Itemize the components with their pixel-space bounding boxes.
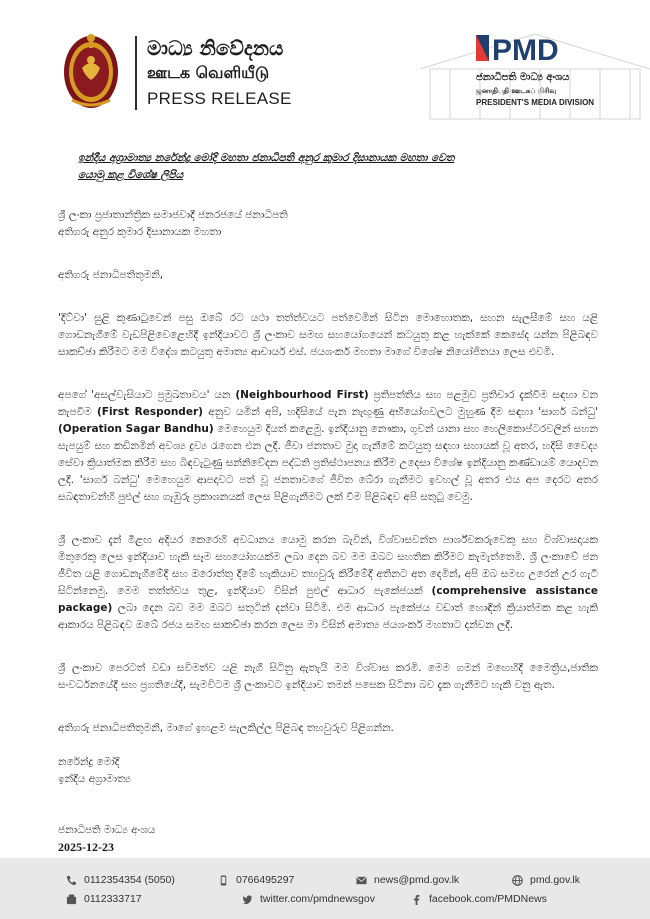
issuer-name: ජනාධිපති මාධ්‍ය අංශය (58, 824, 156, 836)
neighbourhood-first-term: (Neighbourhood First) (235, 389, 369, 401)
letter-heading-line-1: ඉන්දීය අග්‍රාමාත්‍ය නරේන්ද්‍ර මෝදි මහතා ජනාධිපති අනුර කුමාර දිසානායක මහතා වෙත (78, 152, 455, 164)
footer-email (356, 874, 459, 886)
recipient-address (58, 207, 598, 241)
twitter-text[interactable]: twitter.com/pmdnewsgov (260, 893, 375, 905)
facebook-icon (411, 894, 422, 905)
salutation: අතිගරු ජනාධිපතිතුමනි, (58, 269, 164, 281)
issuer-block (58, 822, 598, 856)
paragraph-2-text-e: අනුව යමින් අපි, හදිසියේ පැන නැඟුණු අභියෝගවලට මුහුණ දීම සඳහා 'සාගර් බන්ධු' (202, 406, 598, 418)
paragraph-3-text-c: ලබා දෙන බව මම ඔබට සතුටින් දන්වා සිටිමි. එම ආධාර පැකේජය වඩාත් හොඳින් ක්‍රියාත්මක කළ හැකි ආකාරය පිළිබඳව ඔබේ රජය සමඟ සාකච්ඡා කරන ලෙස මා විසින් අමාත්‍ය ජයශංකර් මහතාට දන්වන ලදී. (58, 602, 598, 631)
operation-sagar-bandhu-term: (Operation Sagar Bandhu) (58, 423, 214, 435)
signature-title: ඉන්දීය අග්‍රාමාත්‍ය (58, 773, 131, 785)
sri-lanka-emblem-icon (62, 30, 120, 110)
letter-body (58, 150, 598, 856)
footer-phone-2 (66, 893, 142, 905)
footer-twitter (242, 893, 375, 905)
paragraph-2-text-g: මෙහෙයුම දියත් කළෙමු. ඉන්දියානු නෞකා, ගුවන් යානා සහ හෙලිකොප්ටරවලින් සහන සැපයුම් සහ කඩිනමින් අවශ්‍ය ද්‍රව්‍ය රැගෙන එන ලදී. ජීවා ජනතාව මුදා ගැනීමේ කටයුතු සඳහා සහායක් වූ අතර, හදිසි වෛද්‍ය සේවා ක්‍රියාත්මක කිරීම සහ බිඳවැටුණු සන්නිවේදන පද්ධති ප්‍රතිස්ථාපනය කිරීම උදෙසා විශේෂ ඉන්දියානු කණ්ඩායම් යොදවන ලදී. 'සාගර් බන්ධු' මෙහෙයුම ආපදාවට පත් වූ ජනතාවගේ ජීවිත බේරා ගැනීමට ඉවහල් වූ අතර එය අප දෙරට අතර සබඳතාවන්හි පුළුල් සහ ගැඹුරු ප්‍රකාශනයක් ලෙස පිළිගැනීමට ලක් වීම පිළිබඳව අපි සතුටු වෙමු. (58, 423, 598, 503)
paragraph-4: ශ්‍රී ලංකාව පෙරටත් වඩා සවිමත්ව යළි නැගී සිටිනු ඇතැයි මම විශ්වාස කරමි. මෙම ගමන් මඟෙහිදී මෛත්‍රිය,ජාතික සංවර්ධනයේදී සහ ප්‍රගතියේදී, සැමවිටම ශ්‍රී ලංකාවට ඉන්දියාව තමන් පසෙක සිටිනා බව දැක ගැනීමට හැකි වනු ඇත. (58, 662, 598, 691)
footer-phone-1 (66, 874, 175, 886)
signature-name: නරේන්ද්‍ර මෝදි (58, 756, 120, 768)
address-line-1: ශ්‍රී ලංකා ප්‍රජාතාන්ත්‍රික සමාජවාදී ජනරජයේ ජනාධිපති (58, 209, 288, 221)
pmd-name-ta: ஜனாதிபதி ஊடகப் பிரிவு (476, 87, 557, 95)
letter-heading (78, 150, 598, 184)
first-responder-term: (First Responder) (96, 406, 203, 418)
closing-line: අතිගරු ජනාධිපතිතුමනි, මාගේ ඉහළම සැලකිල්ල පිළිබඳ තහවුරුව පිළිගන්න. (58, 722, 394, 734)
paragraph-2-text-c: ප්‍රතිපත්තිය සහ පළමුව ප්‍රතිචාර දැක්වීම සඳහා වන කැපවීම (58, 389, 598, 418)
press-release-title-en: PRESS RELEASE (147, 89, 292, 108)
mobile-text[interactable]: 0766495297 (236, 874, 295, 886)
email-text[interactable]: news@pmd.gov.lk (374, 874, 460, 886)
press-release-title-ta: ஊடக வெளியீடு (147, 63, 270, 82)
paragraph-3 (58, 532, 598, 634)
header-divider (135, 36, 137, 110)
phone-icon (66, 894, 77, 905)
pmd-name-en: PRESIDENT'S MEDIA DIVISION (476, 98, 595, 107)
paragraph-1: 'දිට්වා' සුළි කුණාටුවෙන් පසු ඔබේ රට යථා තත්ත්වයට පත්වෙමින් සිටින මොහොතක, සහන සැලසීමේ සහ යළි ගොඩනැගීමේ වැඩපිළිවෙළෙහිදී ඉන්දියාවට ශ්‍රී ලංකාව සමඟ සහයෝගයෙන් කටයුතු කළ හැක්කේ කෙසේද යන්න පිළිබඳව සාකච්ඡා කිරීමට මම විදේශ කටයුතු අමාත්‍ය ආචාර්ය එස්. ජයශංකර් මහතා මාගේ විශේෂ නියෝජිතයා ලෙස එවමි. (58, 312, 598, 358)
mobile-icon (218, 875, 229, 886)
press-release-title-si: මාධ්‍ය නිවේදනය (147, 36, 284, 60)
facebook-text[interactable]: facebook.com/PMDNews (429, 893, 547, 905)
footer-mobile (218, 874, 294, 886)
pmd-logo (476, 33, 580, 63)
release-date: 2025-12-23 (58, 840, 114, 854)
phone-icon (66, 875, 77, 886)
letterhead (0, 0, 650, 128)
signature-block (58, 754, 598, 788)
footer-facebook (411, 893, 547, 905)
paragraph-3-text-a: ශ්‍රී ලංකාව දැන් මීළඟ අදියර කෙරෙහි අවධානය යොමු කරන බැවින්, විශ්වාසවන්ත පාර්ශ්වකරුවෙකු සහ විශ්වාසදායක මිතුරෙකු ලෙස ඉන්දියාව හැකි සෑම සහයෝගයක්ම ලබා දෙන බව මම ඔබට සහතික කිරීමට කැමැත්තෙමි. ශ්‍රී ලංකාවේ ජන ජීවිත යළි ගොඩනැගීමේදී සහ ඔරොත්තු දීමේ හැකියාව තහවුරු කිරීමේදී අතිනට අත දෙමින්, අපි ඔබ සමඟ උරෙන් උර ගැටී සිටින්නෙමු. මෙම තත්ත්වය තුළ, ඉන්දියාව විසින් පුළුල් ආධාර පැකේජයක් (58, 534, 598, 597)
email-icon (356, 875, 367, 886)
address-line-2: අතිගරු අනුර කුමාර දිසානායක මහතා (58, 226, 222, 238)
phone-1-text[interactable]: 0112354354 (5050) (84, 874, 175, 886)
contact-footer (0, 858, 650, 919)
assistance-package-term: (comprehensive assistance package) (58, 585, 598, 614)
pmd-name-si: ජනාධිපති මාධ්‍ය අංශය (476, 72, 570, 83)
twitter-icon (242, 894, 253, 905)
website-text[interactable]: pmd.gov.lk (530, 874, 580, 886)
building-watermark (400, 14, 650, 124)
paragraph-2 (58, 387, 598, 506)
pmd-logo-text: PMD (492, 34, 559, 63)
paragraph-2-text-a: අපගේ 'අසල්වැසියාට ප්‍රමුඛතාවය' යන (58, 389, 236, 401)
letter-heading-line-2: යොමු කළ විශේෂ ලිපිය (78, 169, 184, 181)
globe-icon (512, 875, 523, 886)
phone-2-text[interactable]: 0112333717 (84, 893, 142, 905)
footer-website (512, 874, 580, 886)
